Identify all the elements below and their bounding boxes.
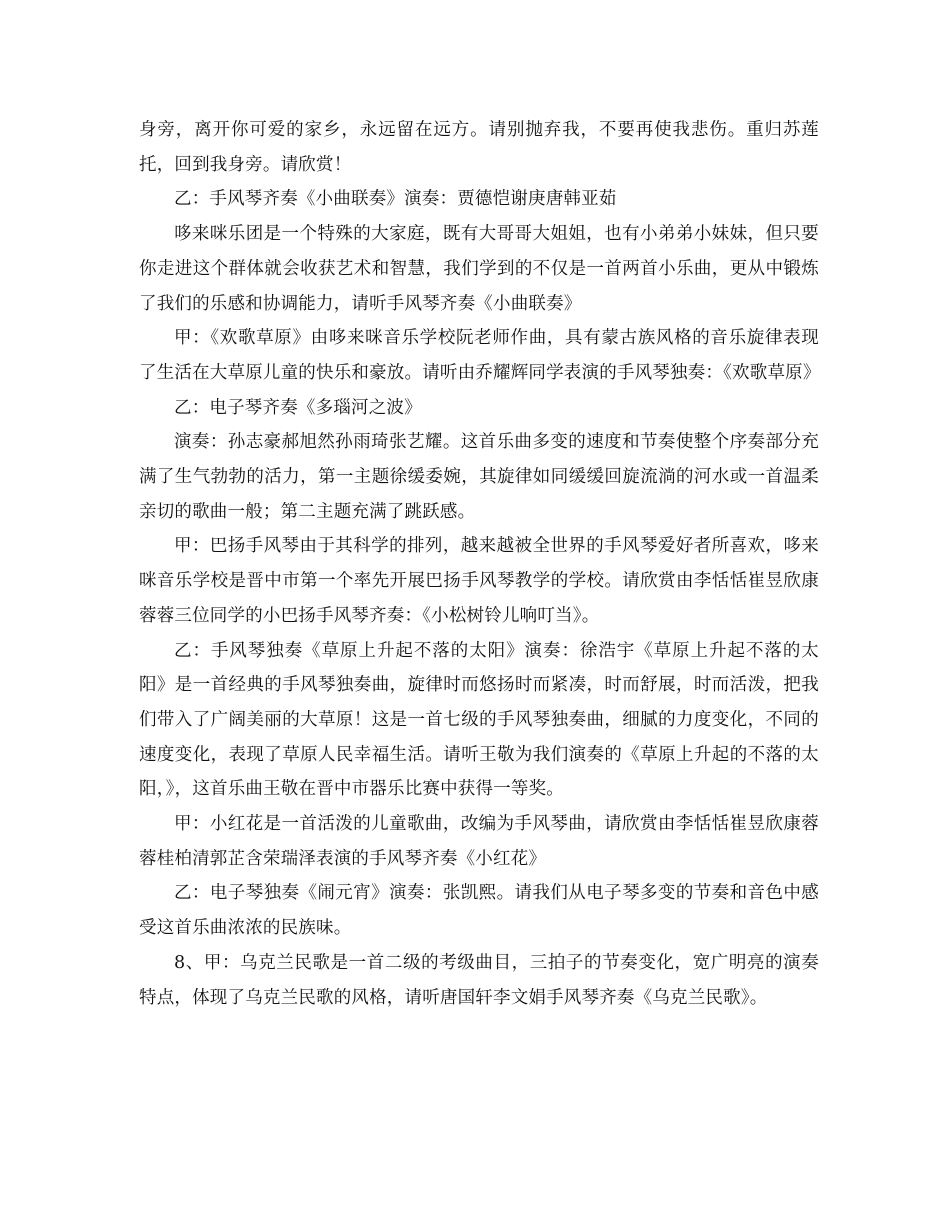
paragraph-grassland-sun: 乙：手风琴独奏《草原上升起不落的太阳》演奏：徐浩宇《草原上升起不落的太阳》是一首经典的手风琴独奏曲，旋律时而悠扬时而紧凑，时而舒展，时而活泼，把我们带入了广阔美丽的大草原！这是一首七级的手风琴独奏曲，细腻的力度变化，不同的速度变化，表现了草原人民幸福生活。请听王敬为我们演奏的《草原上升起的不落的太阳，》，这首乐曲王敬在晋中市器乐比赛中获得一等奖。	[139, 640, 819, 800]
paragraph-danube-waves: 乙：电子琴齐奏《多瑙河之波》	[174, 397, 422, 418]
paragraph-danube-performers: 演奏：孙志豪郝旭然孙雨琦张艺耀。这首乐曲多变的速度和节奏使整个序奏部分充满了生气勃勃的活力，第一主题徐缓委婉，其旋律如同缓缓回旋流淌的河水或一首温柔亲切的歌曲一般；第二主题充满了跳跃感。	[139, 432, 819, 522]
paragraph-grassland-song: 甲：《欢歌草原》由哆来咪音乐学校阮老师作曲，具有蒙古族风格的音乐旋律表现了生活在大草原儿童的快乐和豪放。请听由乔耀辉同学表演的手风琴独奏：《欢歌草原》	[139, 328, 821, 383]
paragraph-lantern-festival: 乙：电子琴独奏《闹元宵》演奏：张凯熙。请我们从电子琴多变的节奏和音色中感受这首乐曲浓浓的民族味。	[139, 883, 819, 939]
paragraph-bayan-accordion: 甲：巴扬手风琴由于其科学的排列，越来越被全世界的手风琴爱好者所喜欢，哆来咪音乐学校是晋中市第一个率先开展巴扬手风琴教学的学校。请欣赏由李恬恬崔昱欣康蓉蓉三位同学的小巴扬手风琴齐奏：《小松树铃儿响叮当》。	[139, 536, 819, 626]
document-body	[139, 113, 819, 1015]
paragraph-continuation: 身旁，离开你可爱的家乡，永远留在远方。请别抛弃我，不要再使我悲伤。重归苏莲托，回到我身旁。请欣赏！	[139, 120, 819, 175]
paragraph-little-red-flower: 甲：小红花是一首活泼的儿童歌曲，改编为手风琴曲，请欣赏由李恬恬崔昱欣康蓉蓉桂柏清郭芷含荣瑞泽表演的手风琴齐奏《小红花》	[139, 814, 819, 869]
paragraph-ukrainian-folk-song: 8、甲：乌克兰民歌是一首二级的考级曲目，三拍子的节奏变化，宽广明亮的演奏特点，体现了乌克兰民歌的风格，请听唐国轩李文娟手风琴齐奏《乌克兰民歌》。	[139, 952, 819, 1008]
paragraph-doremi-ensemble: 哆来咪乐团是一个特殊的大家庭，既有大哥哥大姐姐，也有小弟弟小妹妹，但只要你走进这个群体就会收获艺术和智慧，我们学到的不仅是一首两首小乐曲，更从中锻炼了我们的乐感和协调能力，请听手风琴齐奏《小曲联奏》	[139, 224, 819, 314]
paragraph-accordion-medley: 乙：手风琴齐奏《小曲联奏》演奏：贾德恺谢庚唐韩亚茹	[174, 189, 617, 210]
